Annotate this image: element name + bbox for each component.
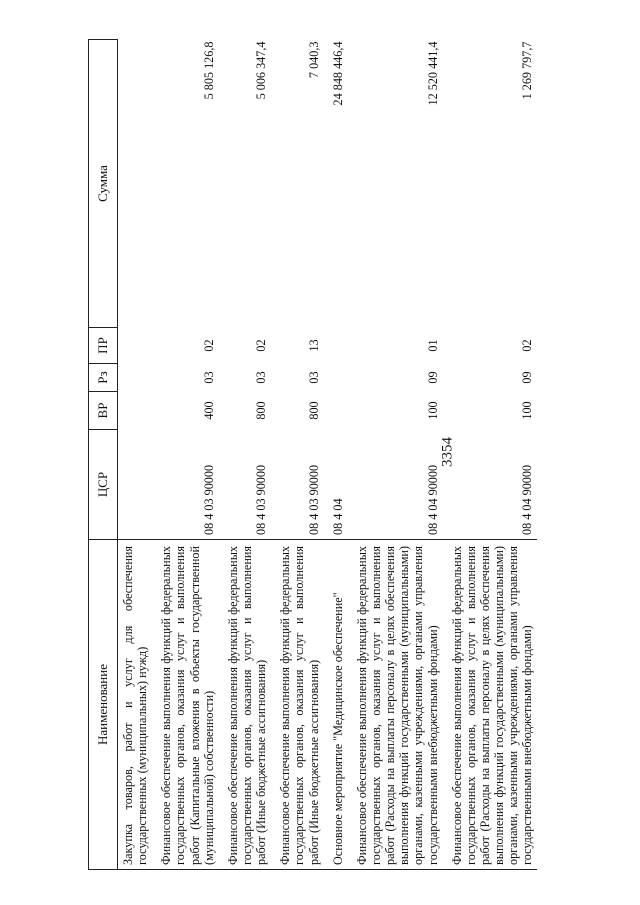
header-csr: ЦСР bbox=[89, 430, 118, 540]
row-sum bbox=[118, 40, 152, 328]
header-name: Наименование bbox=[89, 540, 118, 870]
row-vr: 400 bbox=[201, 401, 216, 420]
row-vr: 100 bbox=[520, 401, 535, 420]
header-rz: Рз bbox=[89, 364, 118, 392]
row-rz: 03 bbox=[254, 371, 269, 384]
row-csr: 08 4 03 90000 bbox=[201, 464, 216, 535]
row-rz: 09 bbox=[520, 371, 535, 384]
row-name: Финансовое обеспечение выполнения функций федеральных государственных органов, оказания услуг и выполнения работ (Иные бюджетные ассигнования) bbox=[270, 540, 322, 870]
table-header-row bbox=[89, 40, 118, 870]
row-name: Финансовое обеспечение выполнения функций федеральных государственных органов, оказания услуг и выполнения работ (Иные бюджетные ассигнования) bbox=[218, 540, 270, 870]
row-pr: 02 bbox=[254, 339, 269, 352]
row-csr: 08 4 04 bbox=[330, 498, 345, 535]
row-vr: 800 bbox=[306, 401, 321, 420]
table-row bbox=[442, 40, 537, 870]
row-rz: 09 bbox=[425, 371, 440, 384]
rotated-page-content bbox=[88, 40, 608, 870]
row-csr: 08 4 04 90000 bbox=[520, 464, 535, 535]
header-vr: ВР bbox=[89, 392, 118, 430]
row-rz bbox=[323, 364, 347, 392]
budget-table bbox=[88, 39, 537, 870]
row-pr: 02 bbox=[520, 339, 535, 352]
row-sum: 12 520 441,4 bbox=[425, 41, 440, 106]
row-pr: 02 bbox=[201, 339, 216, 352]
row-name: Финансовое обеспечение выполнения функций федеральных государственных органов, оказания услуг и выполнения работ (Капитальные вложения в объекты государственной (муниципальной) собственности) bbox=[151, 540, 218, 870]
row-sum: 7 040,3 bbox=[306, 41, 321, 79]
row-pr bbox=[323, 328, 347, 364]
row-csr: 08 4 03 90000 bbox=[254, 464, 269, 535]
row-rz: 03 bbox=[201, 371, 216, 384]
table-row bbox=[323, 40, 347, 870]
row-sum: 5 006 347,4 bbox=[254, 41, 269, 100]
row-name: Основное мероприятие "Медицинское обеспечение" bbox=[323, 540, 347, 870]
row-pr: 01 bbox=[425, 339, 440, 352]
row-vr bbox=[118, 392, 152, 430]
table-row bbox=[118, 40, 152, 870]
row-name: Финансовое обеспечение выполнения функций федеральных государственных органов, оказания услуг и выполнения работ (Расходы на выплаты персоналу в целях обеспечения выполнения функций государственными (муниципальными) органами, казенными учреждениями, органами управления государственными внебюджетными фондами) bbox=[442, 540, 537, 870]
row-sum: 24 848 446,4 bbox=[330, 41, 345, 106]
row-csr: 08 4 03 90000 bbox=[306, 464, 321, 535]
row-sum: 5 805 126,8 bbox=[201, 41, 216, 100]
header-pr: ПР bbox=[89, 328, 118, 364]
row-pr bbox=[118, 328, 152, 364]
row-rz: 03 bbox=[306, 371, 321, 384]
row-pr: 13 bbox=[306, 339, 321, 352]
table-row bbox=[151, 40, 218, 870]
table-row bbox=[347, 40, 442, 870]
row-vr bbox=[323, 392, 347, 430]
row-rz bbox=[118, 364, 152, 392]
row-name: Закупка товаров, работ и услуг для обеспечения государственных (муниципальных) нужд) bbox=[118, 540, 152, 870]
table-row bbox=[218, 40, 270, 870]
row-vr: 100 bbox=[425, 401, 440, 420]
table-row bbox=[270, 40, 322, 870]
row-sum: 1 269 797,7 bbox=[520, 41, 535, 100]
row-csr: 08 4 04 90000 bbox=[425, 464, 440, 535]
page-number: 3354 bbox=[439, 437, 456, 467]
row-csr bbox=[118, 430, 152, 540]
header-sum: Сумма bbox=[89, 40, 118, 328]
row-name: Финансовое обеспечение выполнения функций федеральных государственных органов, оказания услуг и выполнения работ (Расходы на выплаты персоналу в целях обеспечения выполнения функций государственными (муниципальными) органами, казенными учреждениями, органами управления государственными внебюджетными фондами) bbox=[347, 540, 442, 870]
row-vr: 800 bbox=[254, 401, 269, 420]
